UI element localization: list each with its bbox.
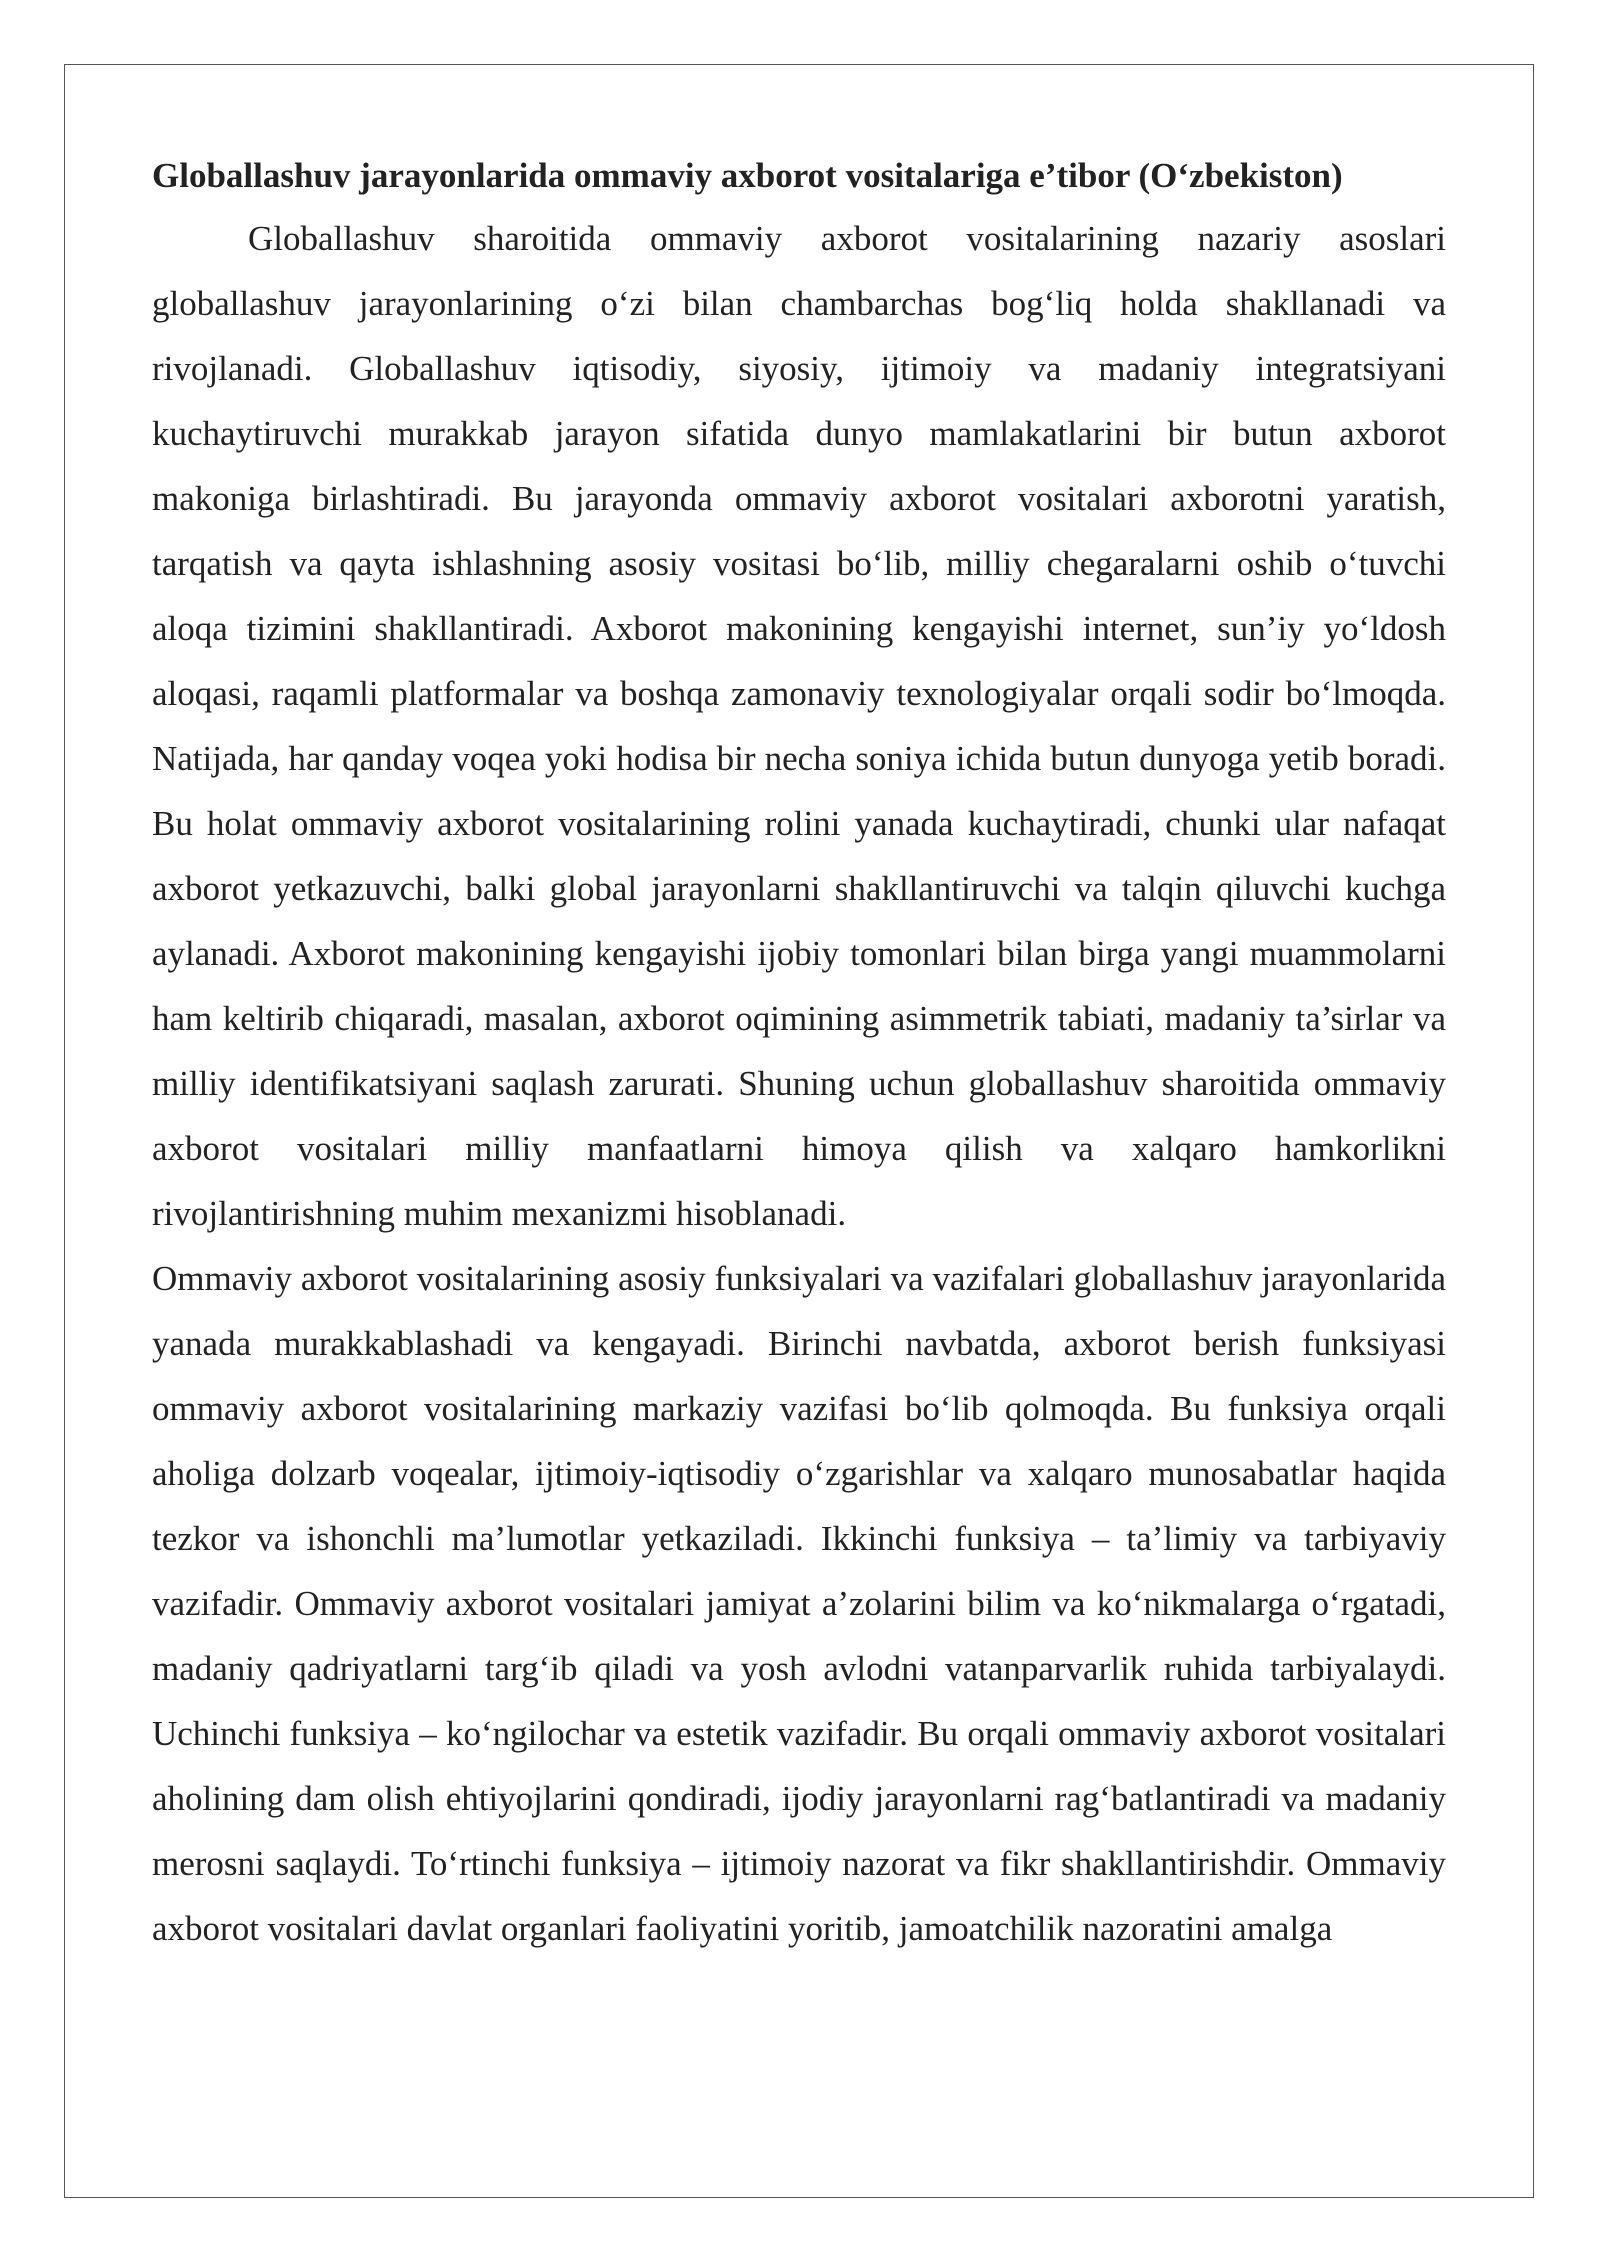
document-title: Globallashuv jarayonlarida ommaviy axborot vositalariga e’tibor (O‘zbekiston) — [152, 156, 1343, 195]
document-body — [152, 146, 1446, 1961]
paragraph-1: Globallashuv sharoitida ommaviy axborot vositalarining nazariy asoslari globallashuv jarayonlarining o‘zi bilan chambarchas bog‘liq holda shakllanadi va rivojlanadi. Globallashuv iqtisodiy, siyosiy, ijtimoiy va madaniy integratsiyani kuchaytiruvchi murakkab jarayon sifatida dunyo mamlakatlarini bir butun axborot makoniga birlashtiradi. Bu jarayonda ommaviy axborot vositalari axborotni yaratish, tarqatish va qayta ishlashning asosiy vositasi bo‘lib, milliy chegaralarni oshib o‘tuvchi aloqa tizimini shakllantiradi. Axborot makonining kengayishi internet, sun’iy yo‘ldosh aloqasi, raqamli platformalar va boshqa zamonaviy texnologiyalar orqali sodir bo‘lmoqda. Natijada, har qanday voqea yoki hodisa bir necha soniya ichida butun dunyoga yetib boradi. Bu holat ommaviy axborot vositalarining rolini yanada kuchaytiradi, chunki ular nafaqat axborot yetkazuvchi, balki global jarayonlarni shakllantiruvchi va talqin qiluvchi kuchga aylanadi. Axborot makonining kengayishi ijobiy tomonlari bilan birga yangi muammolarni ham keltirib chiqaradi, masalan, axborot oqimining asimmetrik tabiati, madaniy ta’sirlar va milliy identifikatsiyani saqlash zarurati. Shuning uchun globallashuv sharoitida ommaviy axborot vositalari milliy manfaatlarni himoya qilish va xalqaro hamkorlikni rivojlantirishning muhim mexanizmi hisoblanadi. — [152, 219, 1446, 1233]
paragraph-2: Ommaviy axborot vositalarining asosiy funksiyalari va vazifalari globallashuv jarayonlarida yanada murakkablashadi va kengayadi. Birinchi navbatda, axborot berish funksiyasi ommaviy axborot vositalarining markaziy vazifasi bo‘lib qolmoqda. Bu funksiya orqali aholiga dolzarb voqealar, ijtimoiy-iqtisodiy o‘zgarishlar va xalqaro munosabatlar haqida tezkor va ishonchli ma’lumotlar yetkaziladi. Ikkinchi funksiya – ta’limiy va tarbiyaviy vazifadir. Ommaviy axborot vositalari jamiyat a’zolarini bilim va ko‘nikmalarga o‘rgatadi, madaniy qadriyatlarni targ‘ib qiladi va yosh avlodni vatanparvarlik ruhida tarbiyalaydi. Uchinchi funksiya – ko‘ngilochar va estetik vazifadir. Bu orqali ommaviy axborot vositalari aholining dam olish ehtiyojlarini qondiradi, ijodiy jarayonlarni rag‘batlantiradi va madaniy merosni saqlaydi. To‘rtinchi funksiya – ijtimoiy nazorat va fikr shakllantirishdir. Ommaviy axborot vositalari davlat organlari faoliyatini yoritib, jamoatchilik nazoratini amalga — [152, 1259, 1446, 1948]
